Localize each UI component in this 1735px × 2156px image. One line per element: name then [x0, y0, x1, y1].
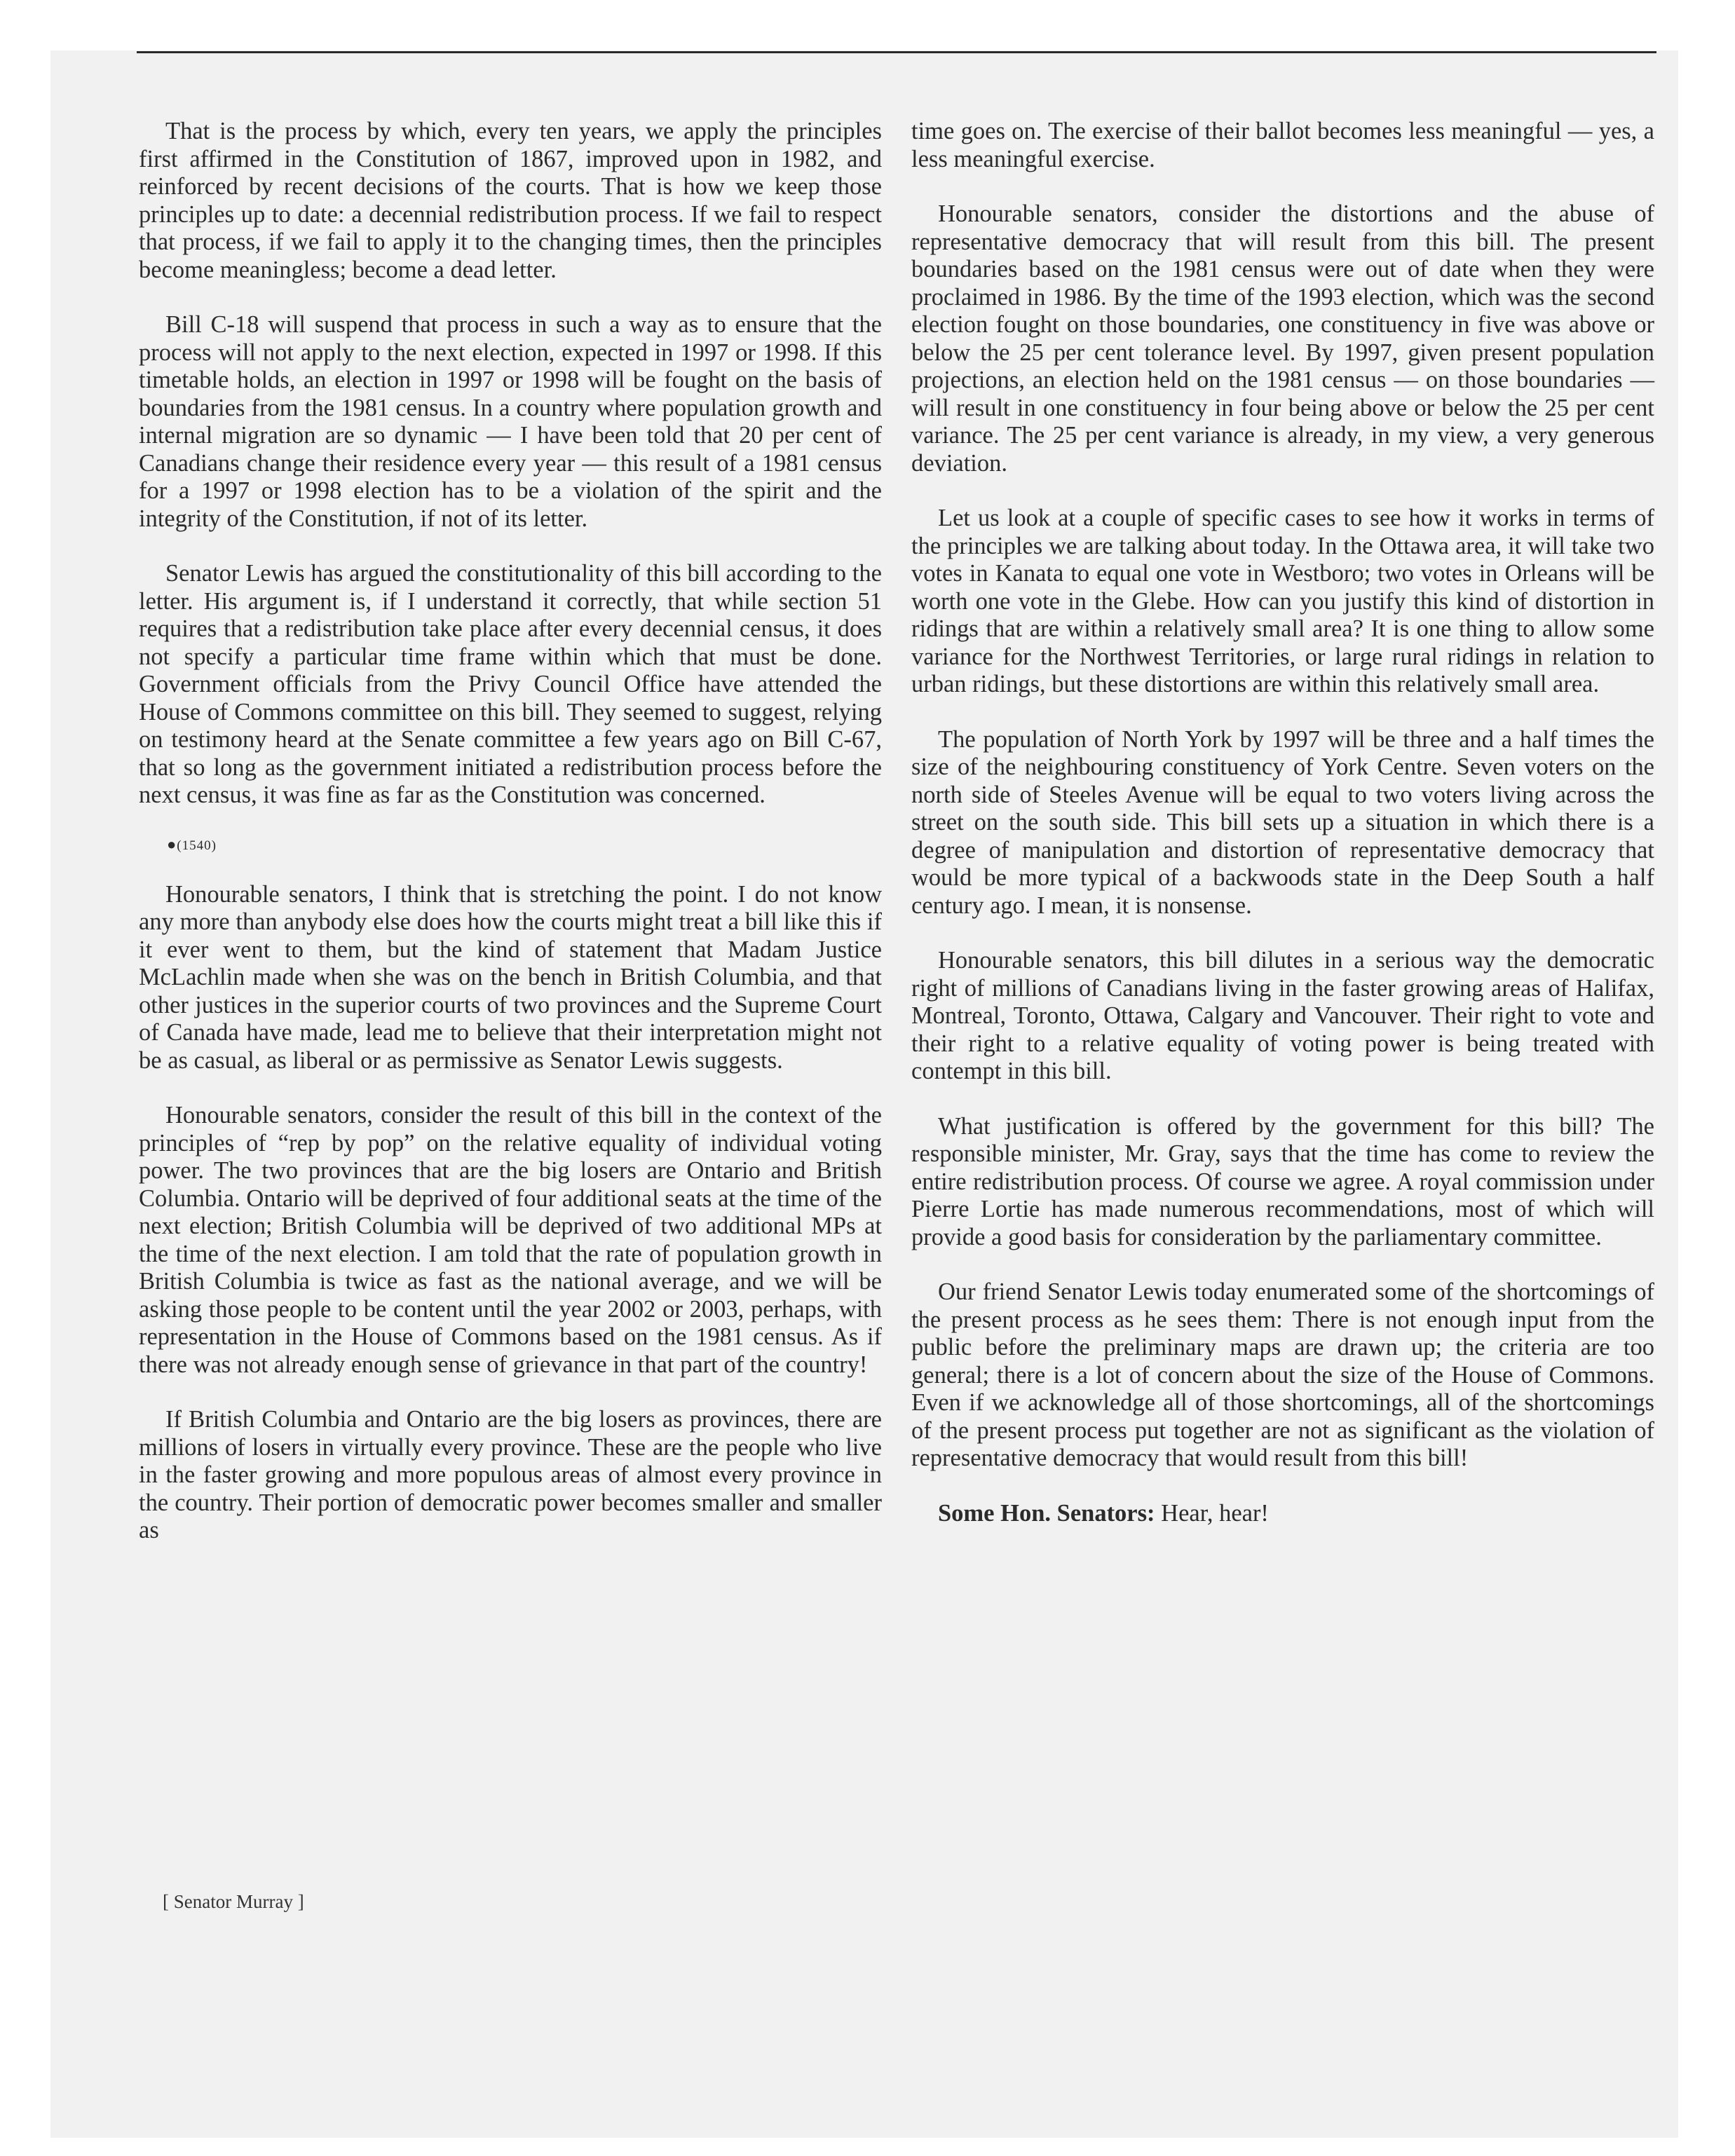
paragraph: The population of North York by 1997 will be three and a half times the size of the neighbouring constituency of York Centre. Seven voters on the north side of Steeles Avenue will be equal to two voters living across the street on the south side. This bill sets up a situation in which there is a degree of manipulation and distortion of representative democracy that would be more typical of a backwoods state in the Deep South a half century ago. I mean, it is nonsense.	[911, 725, 1654, 919]
paragraph: Senator Lewis has argued the constitutionality of this bill according to the letter. His argument is, if I understand it correctly, that while section 51 requires that a redistribution take place after every decennial census, it does not specify a particular time frame within which that must be done. Government officials from the Privy Council Office have attended the House of Commons committee on this bill. They seemed to suggest, relying on testimony heard at the Senate committee a few years ago on Bill C-67, that so long as the government initiated a redistribution process before the next census, it was fine as far as the Constitution was concerned.	[139, 560, 882, 808]
paragraph: What justification is offered by the government for this bill? The responsible minister, Mr. Gray, says that the time has come to review the entire redistribution process. Of course we agree. A royal commission under Pierre Lortie has made numerous recommendations, most of which will provide a good basis for consideration by the parliamentary committee.	[911, 1112, 1654, 1250]
interjection-line	[911, 1500, 1654, 1528]
paragraph-continued: time goes on. The exercise of their ballot becomes less meaningful — yes, a less meaningful exercise.	[911, 118, 1654, 172]
time-marker	[139, 837, 882, 854]
paragraph: Honourable senators, consider the distortions and the abuse of representative democracy that will result from this bill. The present boundaries based on the 1981 census were out of date when they were proclaimed in 1986. By the time of the 1993 election, which was the second election fought on those boundaries, one constituency in five was above or below the 25 per cent tolerance level. By 1997, given present population projections, an election held on the 1981 census — on those boundaries — will result in one constituency in four being above or below the 25 per cent variance. The 25 per cent variance is already, in my view, a very generous deviation.	[911, 200, 1654, 477]
bullet-dot-icon: ●	[167, 835, 177, 853]
paragraph: Honourable senators, consider the result of this bill in the context of the principles of “rep by pop” on the relative equality of individual voting power. The two provinces that are the big losers are Ontario and British Columbia. Ontario will be deprived of four additional seats at the time of the next election; British Columbia will be deprived of two additional MPs at the time of the next election. I am told that the rate of population growth in British Columbia is twice as fast as the national average, and we will be asking those people to be content until the year 2002 or 2003, perhaps, with representation in the House of Commons based on the 1981 census. As if there was not already enough sense of grievance in that part of the country!	[139, 1102, 882, 1378]
paragraph: Honourable senators, I think that is stretching the point. I do not know any more than anybody else does how the courts might treat a bill like this if it ever went to them, but the kind of statement that Madam Justice McLachlin made when she was on the bench in British Columbia, and that other justices in the superior courts of two provinces and the Supreme Court of Canada have made, lead me to believe that their interpretation might not be as casual, as liberal or as permissive as Senator Lewis suggests.	[139, 880, 882, 1074]
footer-speaker-label: [ Senator Murray ]	[163, 1891, 304, 1912]
paragraph: If British Columbia and Ontario are the big losers as provinces, there are millions of losers in virtually every province. These are the people who live in the faster growing and more populous areas of almost every province in the country. Their portion of democratic power becomes smaller and smaller as	[139, 1406, 882, 1543]
paragraph: Bill C-18 will suspend that process in such a way as to ensure that the process will not apply to the next election, expected in 1997 or 1998. If this timetable holds, an election in 1997 or 1998 will be fought on the basis of boundaries from the 1981 census. In a country where population growth and internal migration are so dynamic — I have been told that 20 per cent of Canadians change their residence every year — this result of a 1981 census for a 1997 or 1998 election has to be a violation of the spirit and the integrity of the Constitution, if not of its letter.	[139, 311, 882, 532]
paragraph: That is the process by which, every ten years, we apply the principles first affirmed in the Constitution of 1867, improved upon in 1982, and reinforced by recent decisions of the courts. That is how we keep those principles up to date: a decennial redistribution process. If we fail to respect that process, if we fail to apply it to the changing times, then the principles become meaningless; become a dead letter.	[139, 118, 882, 283]
paragraph: Let us look at a couple of specific cases to see how it works in terms of the principles we are talking about today. In the Ottawa area, it will take two votes in Kanata to equal one vote in Westboro; two votes in Orleans will be worth one vote in the Glebe. How can you justify this kind of distortion in ridings that are within a relatively small area? It is one thing to allow some variance for the Northwest Territories, or large rural ridings in relation to urban ridings, but these distortions are within this relatively small area.	[911, 505, 1654, 697]
interjection-text: Hear, hear!	[1161, 1499, 1269, 1527]
speaker-name: Some Hon. Senators:	[938, 1499, 1155, 1527]
time-marker-label: (1540)	[177, 838, 217, 853]
header-rule	[137, 51, 1656, 53]
paragraph: Honourable senators, this bill dilutes in a serious way the democratic right of millions of Canadians living in the faster growing areas of Halifax, Montreal, Toronto, Ottawa, Calgary and Vancouver. Their right to vote and their right to a relative equality of voting power is being treated with contempt in this bill.	[911, 947, 1654, 1084]
paragraph: Our friend Senator Lewis today enumerated some of the shortcomings of the present process as he sees them: There is not enough input from the public before the preliminary maps are drawn up; the criteria are too general; there is a lot of concern about the size of the House of Commons. Even if we acknowledge all of those shortcomings, all of the shortcomings of the present process put together are not as significant as the violation of representative democracy that would result from this bill!	[911, 1278, 1654, 1471]
right-column	[911, 118, 1654, 1555]
left-column	[139, 118, 882, 1572]
